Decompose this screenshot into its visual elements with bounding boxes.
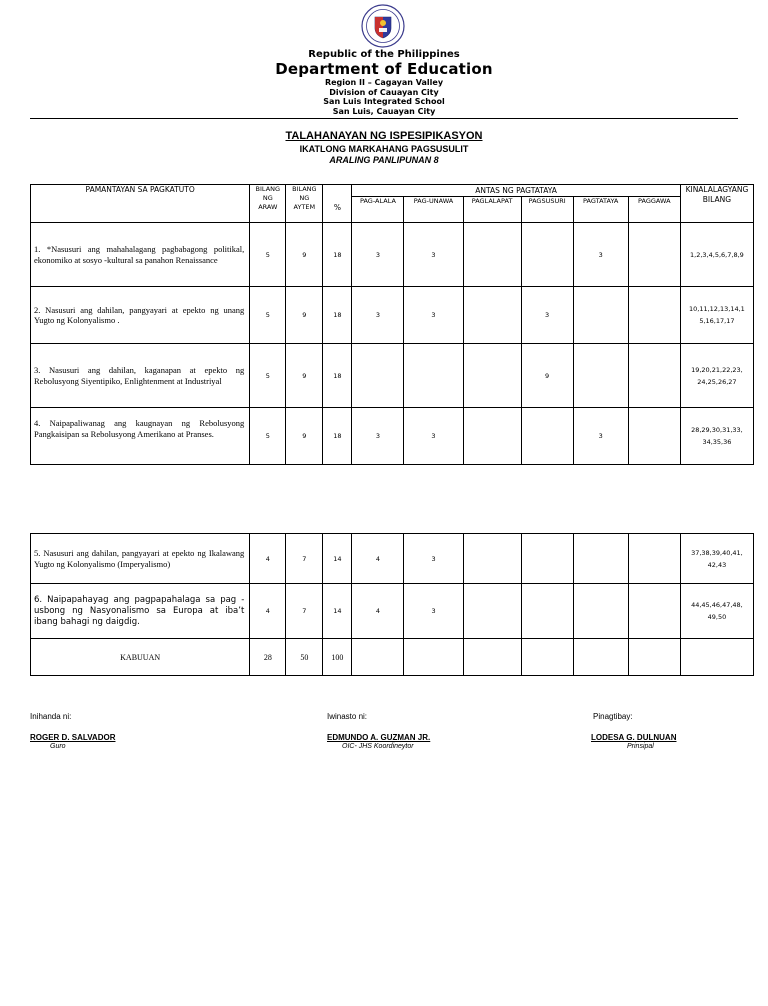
level-cell (573, 287, 628, 344)
level-cell (521, 584, 573, 639)
header-item-numbers-line: KINALALAGYANG (685, 185, 749, 194)
level-cell (628, 223, 680, 287)
header-level-create: PAGGAWA (628, 197, 680, 223)
competency-cell: 1. *Nasusuri ang mahahalagang pagbabagong politikal, ekonomiko at sosyo -kultural sa panahon Renaissance (31, 223, 250, 287)
checked-by-label: Iwinasto ni: (327, 712, 368, 721)
level-cell (628, 287, 680, 344)
item-numbers-cell: 19,20,21,22,23, 24,25,26,27 (680, 344, 753, 408)
total-percent: 100 (323, 639, 352, 676)
level-cell: 3 (352, 287, 404, 344)
division-line: Division of Cauayan City (329, 87, 439, 97)
approved-by-label: Pinagtibay: (593, 712, 633, 721)
competency-cell: 2. Nasusuri ang dahilan, pangyayari at epekto ng unang Yugto ng Kolonyalismo . (31, 287, 250, 344)
header-divider (30, 118, 738, 119)
header-percent: % (323, 185, 352, 223)
level-cell (352, 344, 404, 408)
item-numbers-cell: 28,29,30,31,33, 34,35,36 (680, 408, 753, 465)
header-days-line: BILANG (255, 185, 281, 193)
level-cell (404, 344, 463, 408)
percent-cell: 18 (323, 408, 352, 465)
subject-title: ARALING PANLIPUNAN 8 (329, 155, 439, 165)
header-days (250, 185, 286, 223)
level-cell (521, 534, 573, 584)
level-cell (463, 408, 521, 465)
items-cell: 7 (286, 584, 323, 639)
level-cell: 4 (352, 534, 404, 584)
deped-seal-icon (361, 4, 405, 48)
header-level-remember: PAG-ALALA (352, 197, 404, 223)
table-row (31, 223, 754, 287)
days-cell: 5 (250, 223, 286, 287)
level-cell (628, 408, 680, 465)
specification-table (30, 184, 754, 465)
table-row (31, 287, 754, 344)
approved-by-name: LODESA G. DULNUAN (591, 733, 677, 742)
level-cell: 3 (521, 287, 573, 344)
items-cell: 9 (286, 408, 323, 465)
republic-line: Republic of the Philippines (308, 49, 460, 60)
department-name: Department of Education (275, 60, 493, 78)
total-level-cell (521, 639, 573, 676)
document-title: TALAHANAYAN NG ISPESIPIKASYON (285, 130, 483, 142)
header-item-numbers-line: BILANG (702, 195, 732, 204)
level-cell: 3 (404, 584, 463, 639)
item-numbers-cell: 44,45,46,47,48, 49,50 (680, 584, 753, 639)
total-label: KABUUAN (31, 639, 250, 676)
header-item-numbers (680, 185, 753, 223)
items-cell: 9 (286, 287, 323, 344)
header-competency: PAMANTAYAN SA PAGKATUTO (31, 185, 250, 223)
level-cell: 3 (352, 223, 404, 287)
prepared-by-name: ROGER D. SALVADOR (30, 733, 116, 742)
item-numbers-cell: 1,2,3,4,5,6,7,8,9 (680, 223, 753, 287)
level-cell (573, 534, 628, 584)
header-days-line: ARAW (258, 203, 278, 211)
total-level-cell (573, 639, 628, 676)
level-cell (463, 287, 521, 344)
level-cell: 3 (404, 287, 463, 344)
level-cell (628, 534, 680, 584)
level-cell: 3 (573, 223, 628, 287)
item-numbers-cell: 10,11,12,13,14,1 5,16,17,17 (680, 287, 753, 344)
level-cell: 3 (404, 223, 463, 287)
level-cell (628, 584, 680, 639)
checked-by-role: OIC- JHS Koordineytor (342, 743, 414, 750)
level-cell: 4 (352, 584, 404, 639)
location-line: San Luis, Cauayan City (332, 106, 436, 116)
total-level-cell (352, 639, 404, 676)
level-cell: 9 (521, 344, 573, 408)
days-cell: 5 (250, 344, 286, 408)
item-numbers-cell: 37,38,39,40,41, 42,43 (680, 534, 753, 584)
total-row (31, 639, 754, 676)
items-cell: 7 (286, 534, 323, 584)
prepared-by-role: Guro (50, 743, 66, 750)
total-level-cell (463, 639, 521, 676)
level-cell (463, 584, 521, 639)
header-levels-group: ANTAS NG PAGTATAYA (352, 185, 680, 197)
level-cell: 3 (404, 534, 463, 584)
percent-cell: 18 (323, 223, 352, 287)
competency-cell: 3. Nasusuri ang dahilan, kaganapan at epekto ng Rebolusyong Siyentipiko, Enlightenment at Industriyal (31, 344, 250, 408)
level-cell: 3 (573, 408, 628, 465)
days-cell: 5 (250, 408, 286, 465)
level-cell: 3 (352, 408, 404, 465)
header-items-line: BILANG (292, 185, 317, 193)
items-cell: 9 (286, 223, 323, 287)
header-items-line: NG (299, 194, 310, 202)
level-cell (463, 534, 521, 584)
document-subtitle: IKATLONG MARKAHANG PAGSUSULIT (299, 144, 469, 154)
table-row (31, 344, 754, 408)
approved-by-role: Prinsipal (627, 743, 654, 750)
total-level-cell (404, 639, 463, 676)
level-cell (573, 344, 628, 408)
days-cell: 4 (250, 584, 286, 639)
percent-cell: 18 (323, 344, 352, 408)
checked-by-name: EDMUNDO A. GUZMAN JR. (327, 733, 431, 742)
header-level-apply: PAGLALAPAT (463, 197, 521, 223)
level-cell (463, 223, 521, 287)
header-items-line: AYTEM (293, 203, 316, 211)
table-row (31, 408, 754, 465)
total-level-cell (628, 639, 680, 676)
region-line: Region II – Cagayan Valley (324, 78, 444, 87)
school-line: San Luis Integrated School (323, 97, 445, 106)
percent-cell: 14 (323, 584, 352, 639)
table-row (31, 584, 754, 639)
header-level-analyze: PAGSUSURI (521, 197, 573, 223)
header-days-line: NG (262, 194, 273, 202)
days-cell: 4 (250, 534, 286, 584)
competency-cell: 4. Naipapaliwanag ang kaugnayan ng Rebolusyong Pangkaisipan sa Rebolusyong Amerikano at Pranses. (31, 408, 250, 465)
total-days: 28 (250, 639, 286, 676)
level-cell (573, 584, 628, 639)
items-cell: 9 (286, 344, 323, 408)
prepared-by-label: Inihanda ni: (30, 712, 72, 721)
percent-cell: 14 (323, 534, 352, 584)
level-cell (521, 223, 573, 287)
level-cell (628, 344, 680, 408)
total-items: 50 (286, 639, 323, 676)
level-cell: 3 (404, 408, 463, 465)
level-cell (463, 344, 521, 408)
competency-cell: 5. Nasusuri ang dahilan, pangyayari at epekto ng Ikalawang Yugto ng Kolonyalismo (Imperyalismo) (31, 534, 250, 584)
days-cell: 5 (250, 287, 286, 344)
header-level-evaluate: PAGTATAYA (573, 197, 628, 223)
competency-cell: 6. Naipapahayag ang pagpapahalaga sa pag -usbong ng Nasyonalismo sa Europa at iba’t ibang bahagi ng daigdig. (31, 584, 250, 639)
header-level-understand: PAG-UNAWA (404, 197, 463, 223)
header-items (286, 185, 323, 223)
specification-table-continued (30, 533, 754, 676)
percent-cell: 18 (323, 287, 352, 344)
table-row (31, 534, 754, 584)
total-item-numbers-cell (680, 639, 753, 676)
level-cell (521, 408, 573, 465)
